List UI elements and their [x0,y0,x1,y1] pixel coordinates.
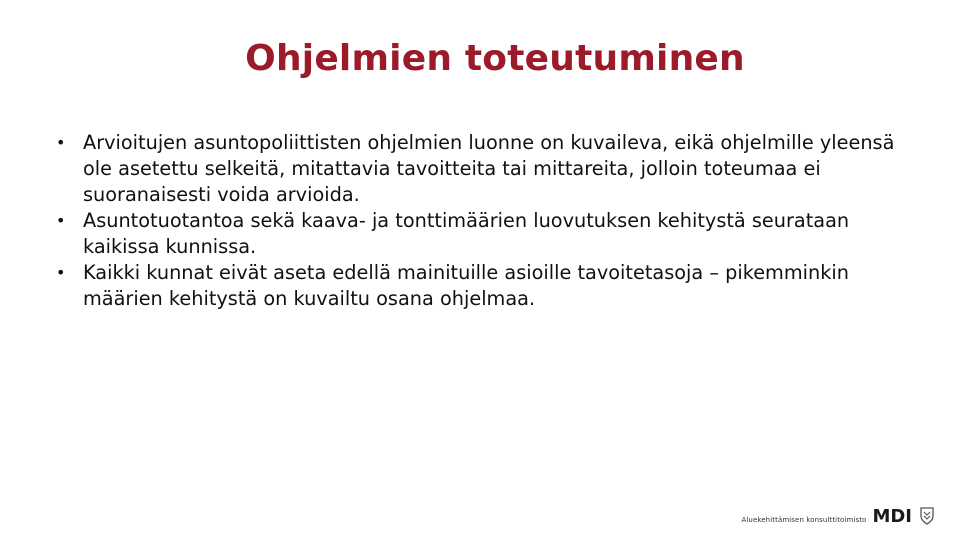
bullet-text: Kaikki kunnat eivät aseta edellä mainituille asioille tavoitetasoja – pikemminkin määrien kehitystä on kuvailtu osana ohjelmaa. [83,261,849,310]
bullet-item [56,130,906,208]
logo-wordmark: MDI [872,506,912,527]
bullet-marker: • [56,133,66,152]
slide-title: Ohjelmien toteutuminen [245,38,745,79]
footer-logo [742,506,937,526]
bullet-item [56,260,906,312]
bullet-marker: • [56,263,66,282]
mdi-emblem-icon [918,506,936,526]
bullet-marker: • [56,211,66,230]
logo-tagline: Aluekehittämisen konsulttitoimisto [741,516,867,524]
bullet-text: Asuntotuotantoa sekä kaava- ja tonttimäärien luovutuksen kehitystä seurataan kaikissa kunnissa. [83,209,850,258]
bullet-list [56,130,906,312]
bullet-item [56,208,906,260]
bullet-text: Arvioitujen asuntopoliittisten ohjelmien luonne on kuvaileva, eikä ohjelmille yleensä ole asetettu selkeitä, mitattavia tavoitteita tai mittareita, jolloin toteumaa ei suoranaisesti voida arvioida. [83,131,895,206]
